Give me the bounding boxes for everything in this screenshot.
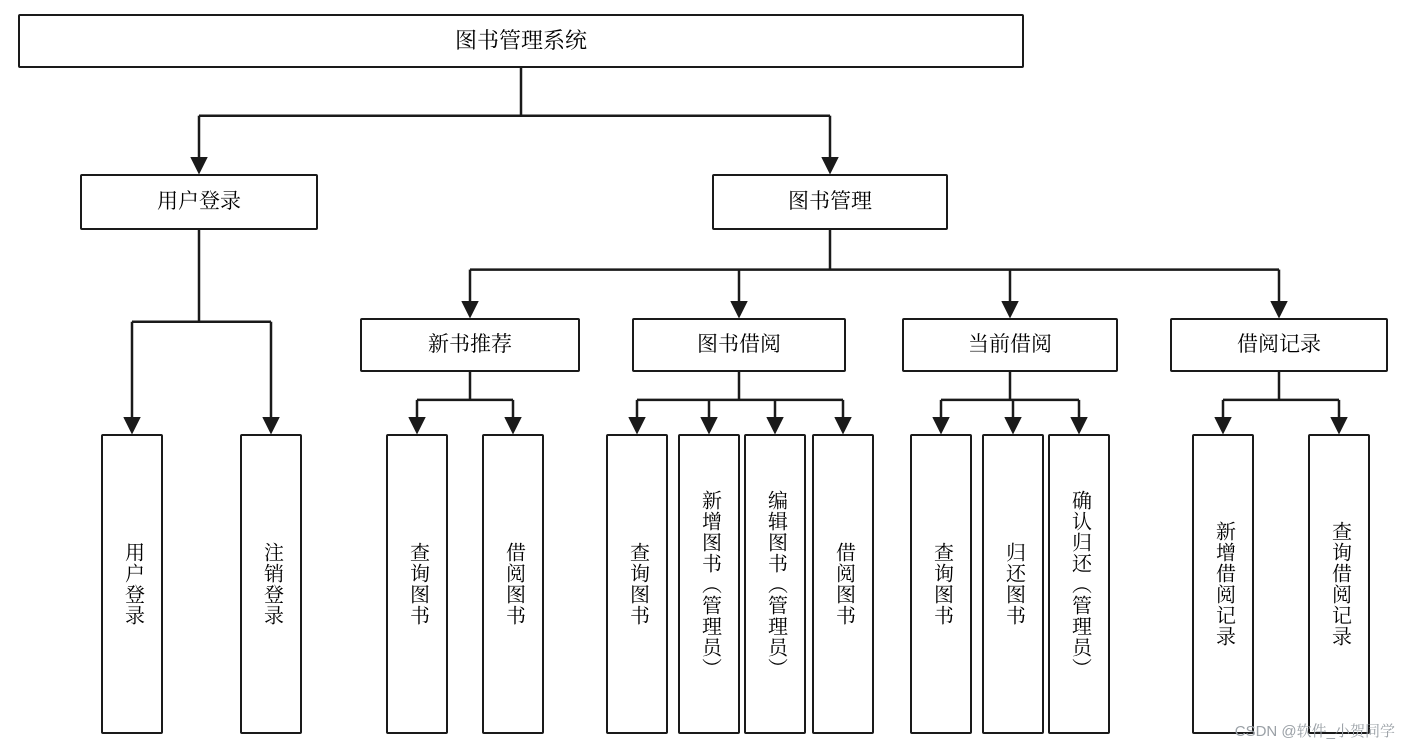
node-label: 新书推荐 — [428, 332, 512, 356]
node-n2[interactable] — [482, 434, 544, 734]
node-r1[interactable] — [1192, 434, 1254, 734]
node-n1[interactable] — [386, 434, 448, 734]
watermark-label: CSDN @软件_小贺同学 — [1234, 723, 1395, 740]
node-b4[interactable] — [812, 434, 874, 734]
node-label: 借阅图书 — [832, 542, 855, 626]
node-c2[interactable] — [982, 434, 1044, 734]
node-l2[interactable] — [240, 434, 302, 734]
node-b2[interactable] — [678, 434, 740, 734]
node-label: 借阅记录 — [1237, 332, 1321, 356]
node-label: 查询图书 — [406, 542, 429, 626]
node-b3[interactable] — [744, 434, 806, 734]
node-login[interactable] — [80, 174, 318, 230]
node-label: 图书管理 — [788, 189, 872, 213]
node-label: 用户登录 — [157, 189, 241, 213]
node-current[interactable] — [902, 318, 1118, 372]
node-label: 确认归还（管理员） — [1068, 489, 1091, 679]
node-label: 图书借阅 — [697, 332, 781, 356]
node-r2[interactable] — [1308, 434, 1370, 734]
node-records[interactable] — [1170, 318, 1388, 372]
node-label: 查询图书 — [930, 542, 953, 626]
node-l1[interactable] — [101, 434, 163, 734]
node-label: 新增借阅记录 — [1212, 521, 1235, 647]
node-label: 查询图书 — [626, 542, 649, 626]
node-root[interactable] — [18, 14, 1024, 68]
node-b1[interactable] — [606, 434, 668, 734]
node-label: 图书管理系统 — [454, 28, 587, 54]
node-borrow[interactable] — [632, 318, 846, 372]
node-c1[interactable] — [910, 434, 972, 734]
node-label: 新增图书（管理员） — [698, 489, 721, 679]
node-label: 注销登录 — [260, 542, 283, 626]
node-label: 用户登录 — [121, 542, 144, 626]
node-label: 当前借阅 — [968, 332, 1052, 356]
node-label: 查询借阅记录 — [1328, 521, 1351, 647]
node-label: 归还图书 — [1002, 542, 1025, 626]
node-c3[interactable] — [1048, 434, 1110, 734]
node-label: 编辑图书（管理员） — [764, 489, 787, 679]
node-newbook[interactable] — [360, 318, 580, 372]
node-bookmgr[interactable] — [712, 174, 948, 230]
node-label: 借阅图书 — [502, 542, 525, 626]
